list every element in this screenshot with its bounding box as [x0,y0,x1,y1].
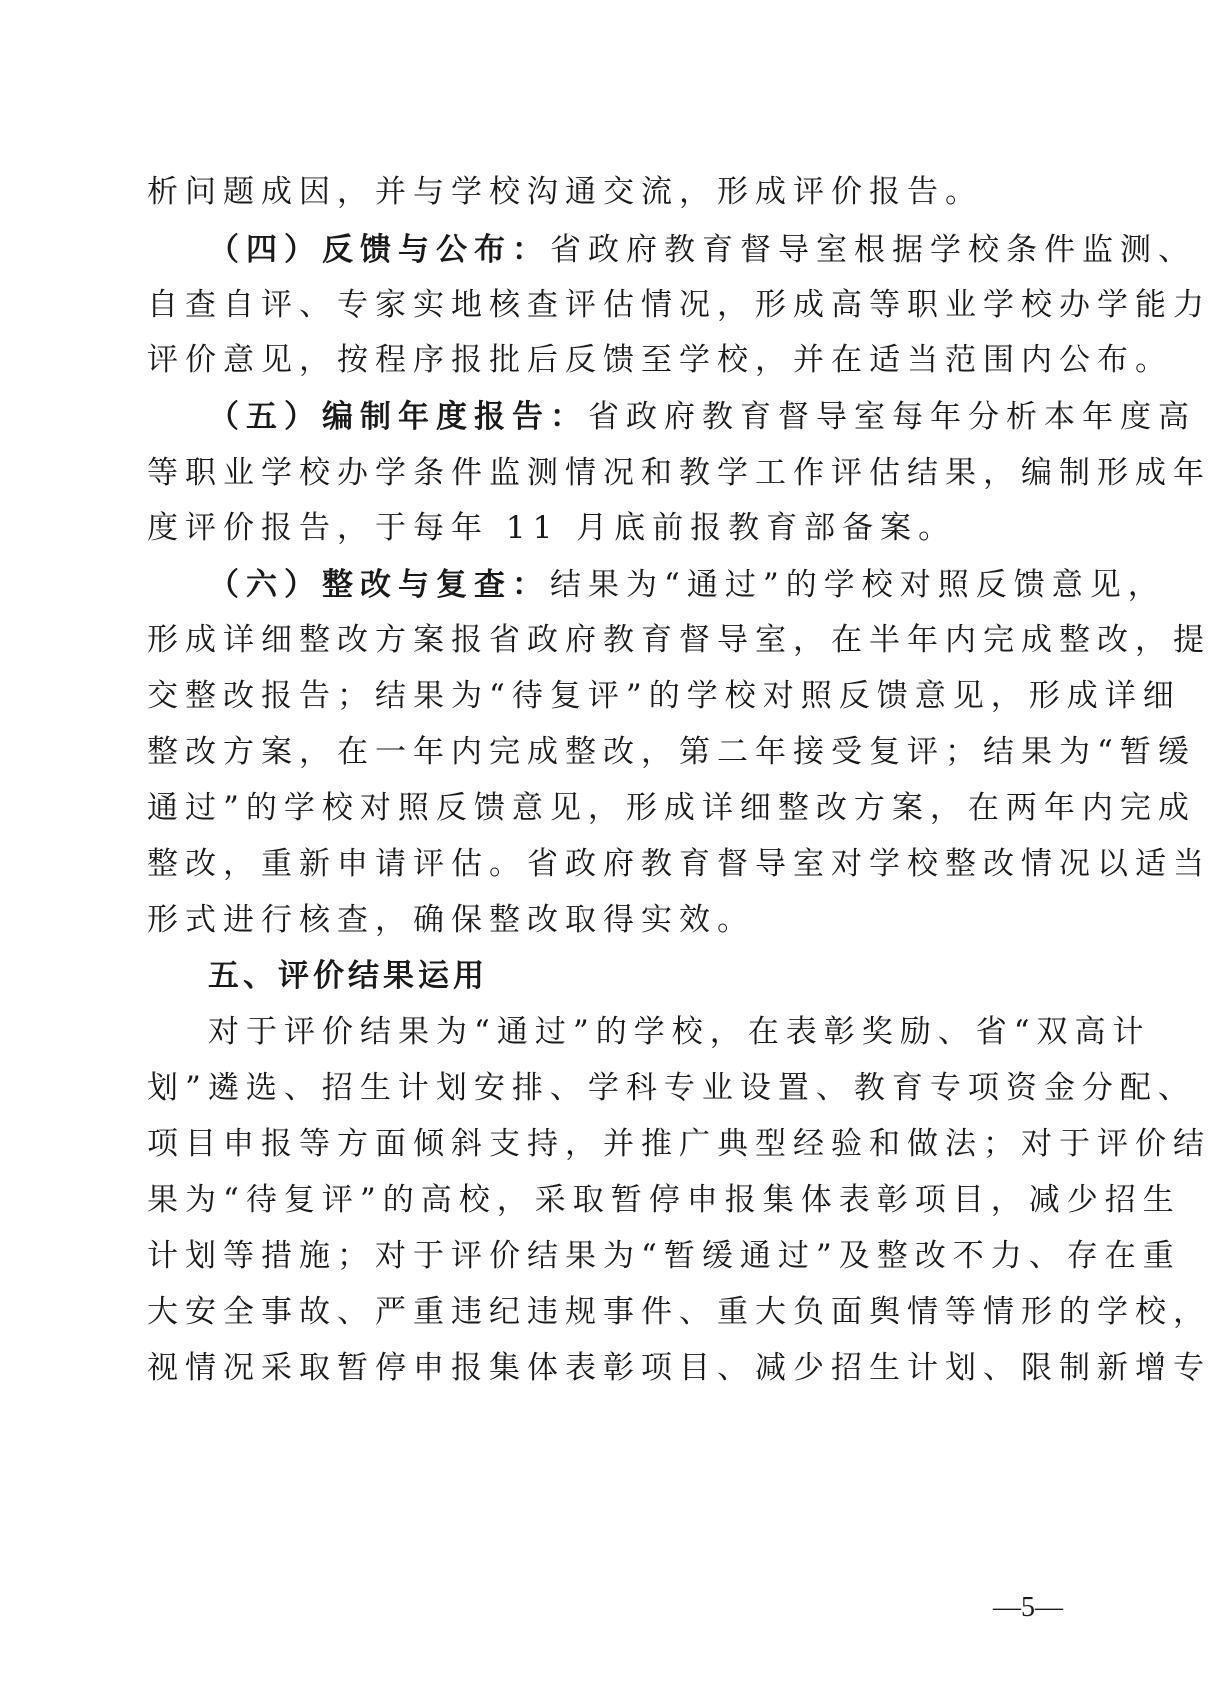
line-text: 省政府教育督导室每年分析本年度高 [588,399,1196,435]
paragraph-line [147,890,1067,950]
paragraph-line [147,834,1211,894]
line-text: 划”遴选、招生计划安排、学科专业设置、教育专项资金分配、 [147,1070,1196,1106]
paragraph-line [147,1338,1211,1398]
paragraph-line [147,498,1067,558]
section-heading [208,946,1067,1006]
line-text: 交整改报告；结果为“待复评”的学校对照反馈意见，形成详细 [147,678,1181,714]
paragraph-line [147,610,1211,670]
paragraph-line [147,275,1211,335]
line-text: 视情况采取暂停申报集体表彰项目、减少招生计划、限制新增专 [147,1350,1211,1386]
paragraph-line [147,1114,1211,1174]
paragraph-line [147,1282,1211,1342]
line-text: 通过”的学校对照反馈意见，形成详细整改方案，在两年内完成 [147,790,1196,826]
line-text: 果为“待复评”的高校，采取暂停申报集体表彰项目，减少招生 [147,1182,1181,1218]
paragraph-line [208,220,1196,280]
line-text: 对于评价结果为“通过”的学校，在表彰奖励、省“双高计 [208,1014,1151,1050]
line-text: 大安全事故、严重违纪违规事件、重大负面舆情等情形的学校， [147,1294,1211,1330]
paragraph-line [147,162,1067,222]
line-text: 结果为“通过”的学校对照反馈意见， [550,567,1166,603]
paragraph-line [208,1002,1151,1062]
page-number: —5— [993,1592,1063,1623]
paragraph-line [147,443,1211,503]
heading-text: 五、评价结果运用 [208,958,488,994]
line-text: 评价意见，按程序报批后反馈至学校，并在适当范围内公布。 [147,342,1173,378]
paragraph-line [208,555,1166,615]
paragraph-line [147,1058,1196,1118]
line-text: 项目申报等方面倾斜支持，并推广典型经验和做法；对于评价结 [147,1126,1211,1162]
paragraph-line [147,1170,1181,1230]
paragraph-line [147,330,1173,390]
paragraph-line [208,387,1196,447]
paragraph-line [147,1226,1181,1286]
paragraph-line [147,722,1196,782]
line-text: 整改，重新申请评估。省政府教育督导室对学校整改情况以适当 [147,846,1211,882]
section-label: （六）整改与复查： [208,567,550,603]
line-text: 整改方案，在一年内完成整改，第二年接受复评；结果为“暂缓 [147,734,1196,770]
line-text: 度评价报告，于每年 11 月底前报教育部备案。 [147,510,957,546]
line-text: 自查自评、专家实地核查评估情况，形成高等职业学校办学能力 [147,287,1211,323]
line-text: 计划等措施；对于评价结果为“暂缓通过”及整改不力、存在重 [147,1238,1181,1274]
line-text: 省政府教育督导室根据学校条件监测、 [550,232,1196,268]
paragraph-line [147,778,1196,838]
line-text: 等职业学校办学条件监测情况和教学工作评估结果，编制形成年 [147,455,1211,491]
section-label: （五）编制年度报告： [208,399,588,435]
section-label: （四）反馈与公布： [208,232,550,268]
line-text: 析问题成因，并与学校沟通交流，形成评价报告。 [147,174,983,210]
line-text: 形成详细整改方案报省政府教育督导室，在半年内完成整改，提 [147,622,1211,658]
paragraph-line [147,666,1181,726]
line-text: 形式进行核查，确保整改取得实效。 [147,902,755,938]
